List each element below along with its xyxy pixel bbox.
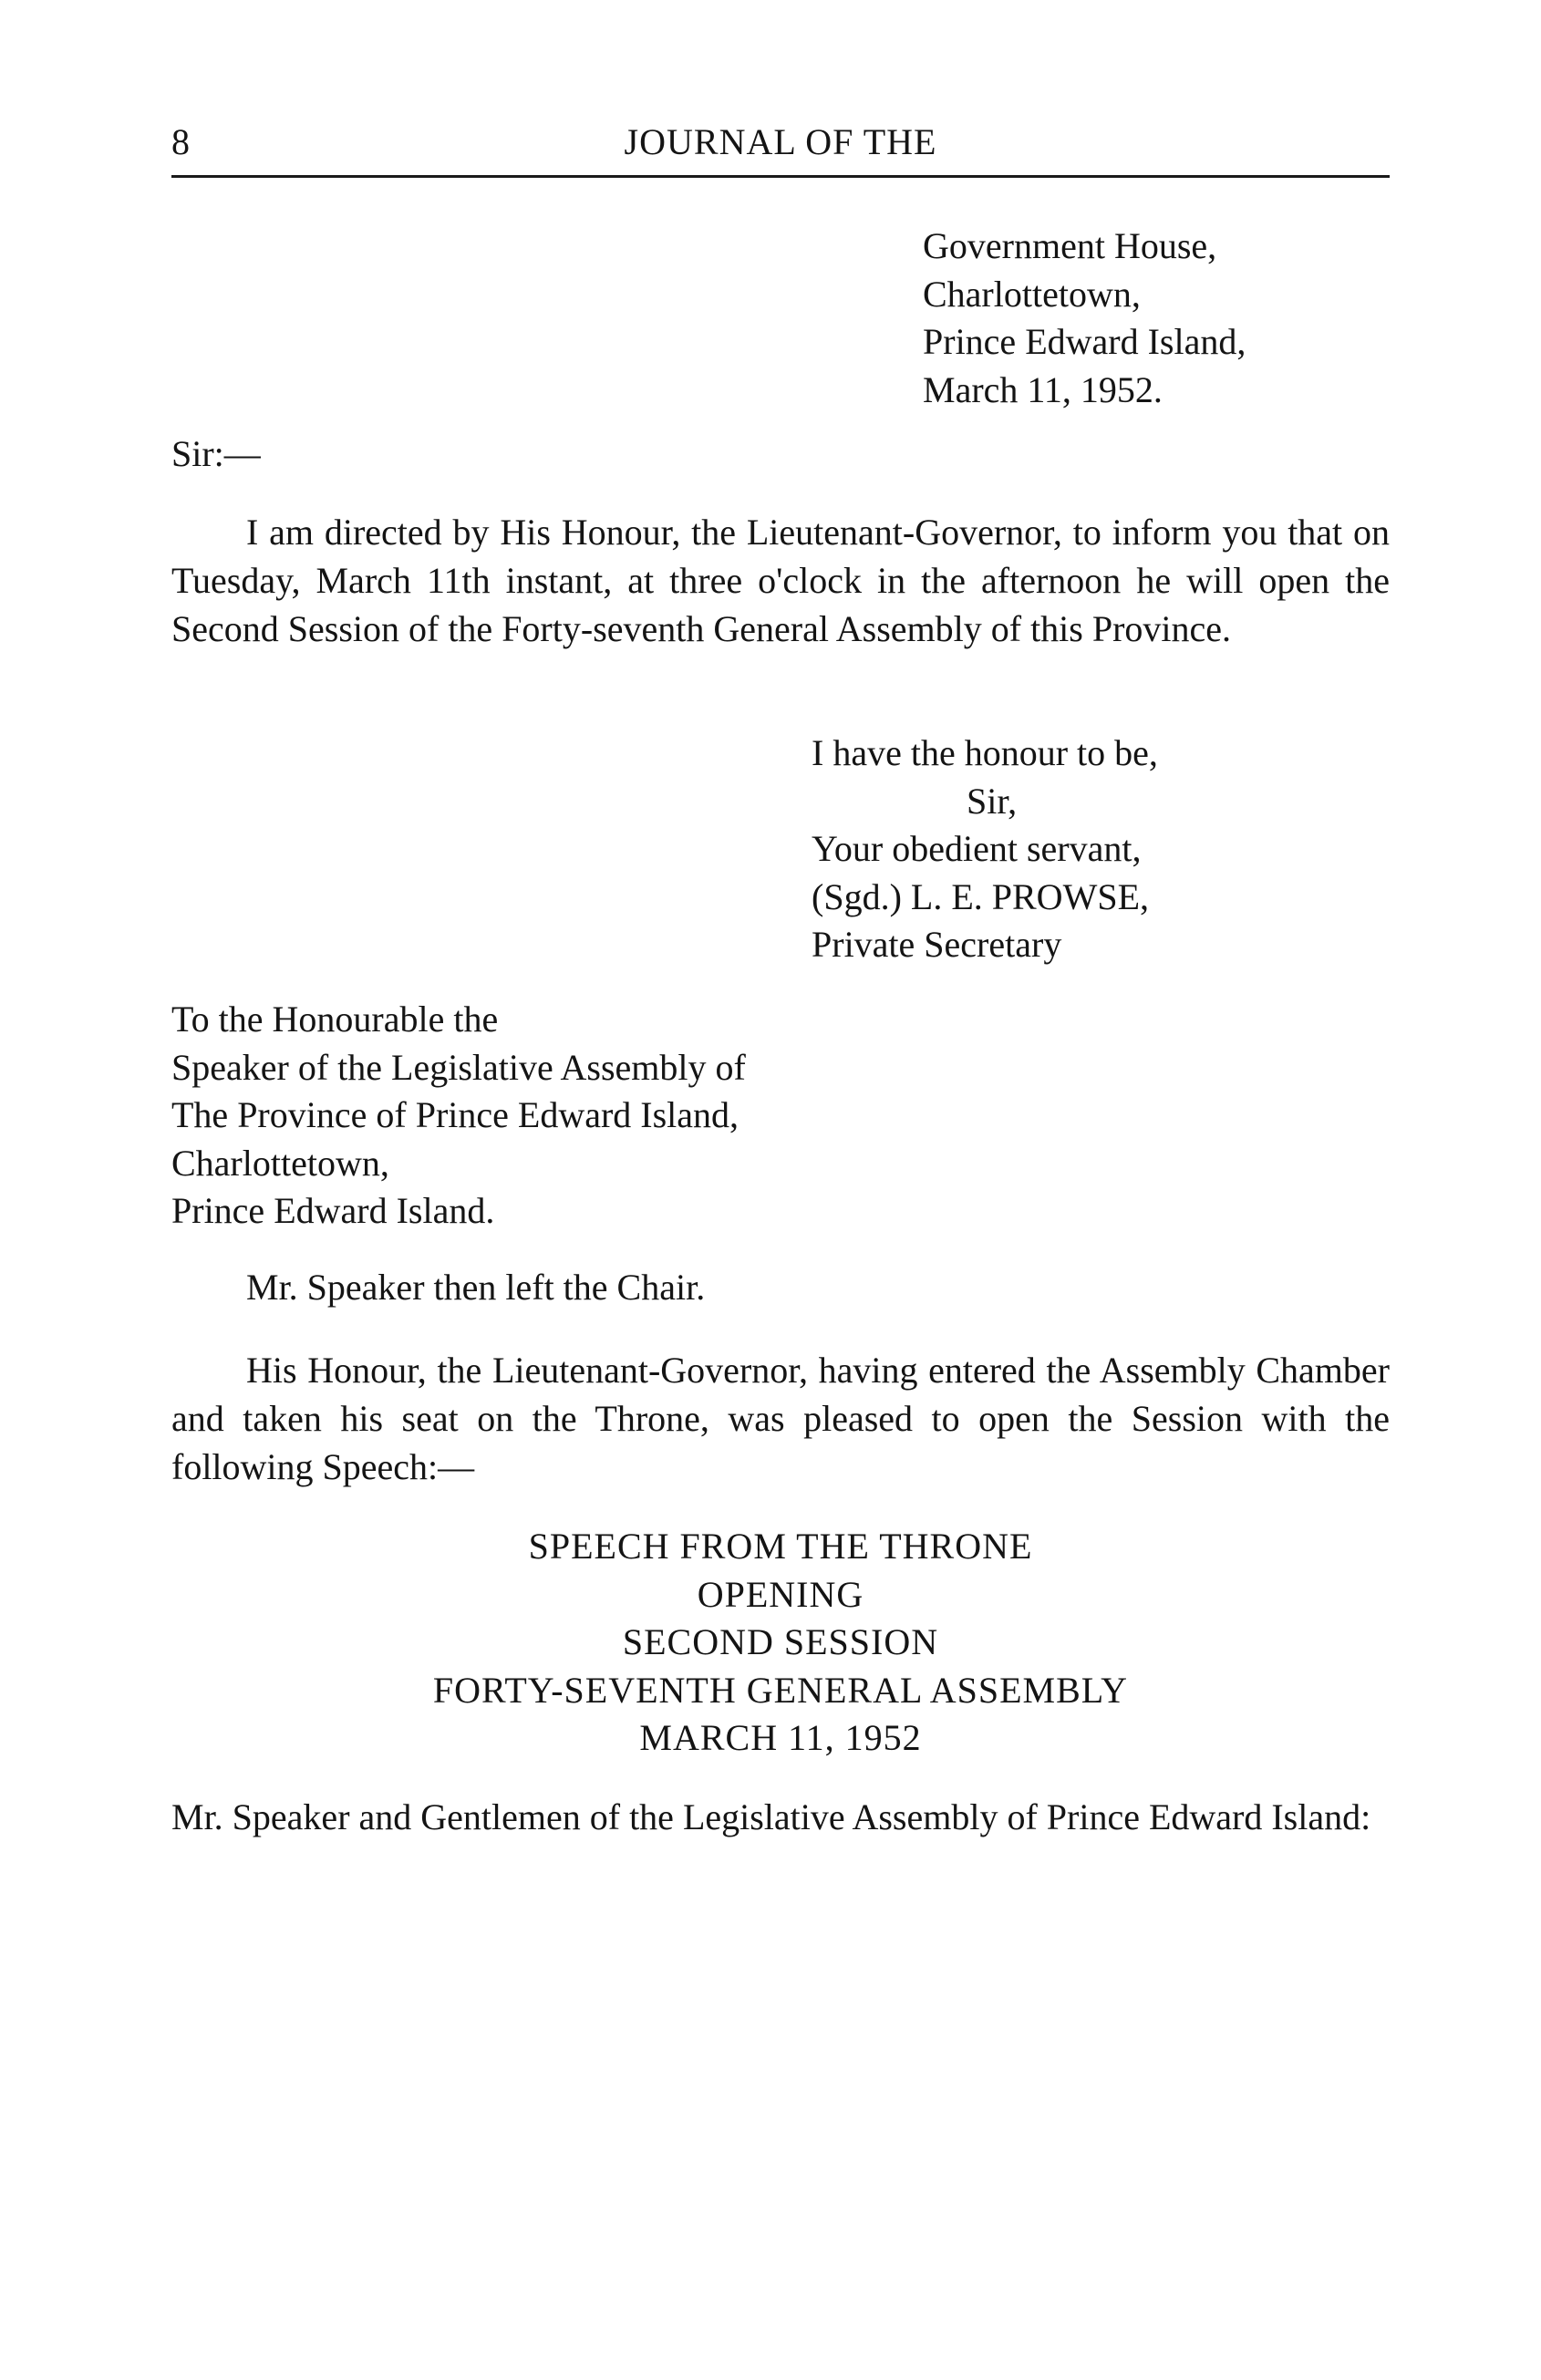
recipient-line: Charlottetown,	[171, 1142, 389, 1184]
speech-heading-line: MARCH 11, 1952	[639, 1717, 922, 1758]
signatory-title: Private Secretary	[812, 924, 1062, 965]
recipient-line: Prince Edward Island.	[171, 1190, 495, 1231]
letter-body-text: I am directed by His Honour, the Lieutenant-Governor, to inform you that on Tuesday, March 11th instant, at three o'clock in the afternoon he will open the Second Session of the Forty-seventh General Assembly of this Province.	[171, 512, 1390, 649]
speech-heading-line: SECOND SESSION	[622, 1621, 939, 1662]
address-line: Prince Edward Island,	[923, 321, 1246, 362]
lieutenant-governor-paragraph	[171, 1346, 1390, 1491]
recipient-line: The Province of Prince Edward Island,	[171, 1094, 739, 1135]
closing-line: Your obedient servant,	[812, 828, 1142, 869]
closing-line: I have the honour to be,	[812, 732, 1158, 773]
lieutenant-governor-text: His Honour, the Lieutenant-Governor, having entered the Assembly Chamber and taken his seat on the Throne, was pleased to open the Session with the following Speech:—	[171, 1350, 1390, 1487]
recipient-address-block	[171, 996, 746, 1236]
page-header	[171, 119, 1390, 178]
speaker-left-chair-line: Mr. Speaker then left the Chair.	[246, 1267, 706, 1308]
address-line: Government House,	[923, 225, 1217, 266]
speech-heading-line: OPENING	[697, 1573, 864, 1615]
speech-address-opening: Mr. Speaker and Gentlemen of the Legislative Assembly of Prince Edward Island:	[171, 1796, 1371, 1837]
letter-closing	[812, 730, 1158, 969]
speech-heading	[171, 1523, 1390, 1763]
running-head: JOURNAL OF THE	[624, 121, 937, 162]
speech-heading-line: SPEECH FROM THE THRONE	[528, 1526, 1033, 1567]
address-line: Charlottetown,	[923, 273, 1141, 315]
salutation: Sir:—	[171, 433, 261, 474]
letter-body-paragraph	[171, 508, 1390, 653]
closing-line: Sir,	[967, 780, 1018, 822]
page-number: 8	[171, 121, 190, 162]
speech-heading-line: FORTY-SEVENTH GENERAL ASSEMBLY	[432, 1669, 1129, 1711]
sender-address-block	[923, 222, 1246, 414]
recipient-line: To the Honourable the	[171, 999, 499, 1040]
address-line: March 11, 1952.	[923, 368, 1163, 410]
signature-line: (Sgd.) L. E. PROWSE,	[812, 875, 1149, 917]
recipient-line: Speaker of the Legislative Assembly of	[171, 1046, 746, 1088]
